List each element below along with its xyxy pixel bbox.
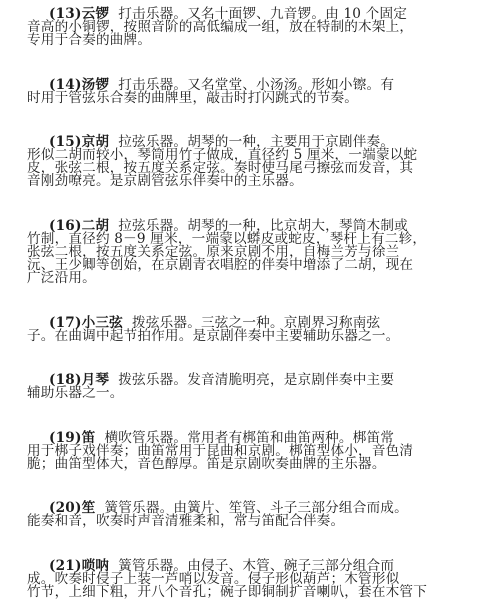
entry-17-term: 小三弦 [81,315,123,331]
entry-21-line-2: 成。吹奏时侵子上装一芦哨以发音。侵子形似葫芦；木管形似 [27,571,400,587]
entry-18-line-2: 辅助乐器之一。 [27,385,124,401]
entry-16-line-3: 张弦二根，按五度关系定弦。原来京剧不用，自梅兰芳与徐兰 [27,244,400,260]
entry-14-number: (14) [49,77,82,93]
entry-18-term: 月琴 [81,372,110,388]
entry-16-number: (16) [49,218,82,234]
entry-15-line-3: 皮，张弦二根，按五度关系定弦。奏时使马尾弓擦弦而发音，其 [27,160,414,176]
entry-18-number: (18) [49,372,82,388]
entry-17-line-2: 子。在曲调中起节拍作用。是京剧伴奏中主要辅助乐器之一。 [27,328,400,344]
entry-18-text-1: 拨弦乐器。发音清脆明亮，是京剧伴奏中主要 [118,372,395,388]
entry-14-text-1: 打击乐器。又名堂堂、小汤汤。形如小镲。有 [118,77,395,93]
entry-13-line-3: 专用于合奏的曲牌。 [27,32,152,48]
entry-15-term: 京胡 [81,134,110,150]
entry-15-line-4: 音刚劲嘹亮。是京剧管弦乐伴奏中的主乐器。 [27,173,303,189]
entry-15-text-1: 拉弦乐器。胡琴的一种，主要用于京剧伴奏。 [118,134,395,150]
entry-13-line-2: 音高的小铜锣，按照音阶的高低编成一组，放在特制的木架上， [27,19,414,35]
entry-15-line-2: 形似二胡而较小，琴筒用竹子做成，直径约 5 厘米，一端蒙以蛇 [27,147,418,163]
entry-16-term: 二胡 [81,218,110,234]
entry-16-line-2: 竹制，直径约 8－9 厘米，一端蒙以蟒皮或蛇皮，琴杆上有二轸， [27,231,427,247]
entry-20-term: 笙 [81,500,96,516]
entry-21-text-1: 簧管乐器。由侵子、木管、碗子三部分组合而 [118,558,395,574]
entry-14-line-2: 时用于管弦乐合奏的曲牌里，敲击时打闪跳式的节奏。 [27,90,359,106]
entry-21-number: (21) [49,558,82,574]
entry-19-line-2: 用于梆子戏伴奏；曲笛常用于昆曲和京剧。梆笛型体小，音色清 [27,443,414,459]
entry-16-text-1: 拉弦乐器。胡琴的一种，比京胡大，琴筒木制或 [118,218,408,234]
entry-17-text-1: 拨弦乐器。三弦之一种。京剧界习称南弦 [132,315,381,331]
entry-13-number: (13) [49,6,82,22]
entry-17-number: (17) [49,315,82,331]
entry-21-line-3: 竹节，上细下粗，开八个音孔；碗子即铜制扩音喇叭，套在木管下 [27,584,428,600]
entry-15-number: (15) [49,134,82,150]
entry-13-text-1: 打击乐器。又名十面锣、九音锣。由 10 个固定 [118,6,408,22]
entry-19-text-1: 横吹管乐器。常用者有梆笛和曲笛两种。梆笛常 [104,430,395,446]
entry-13-term: 云锣 [81,6,110,22]
entry-20-text-1: 簧管乐器。由簧片、笙管、斗子三部分组合而成。 [104,500,408,516]
entry-19-number: (19) [49,430,82,446]
entry-14-term: 汤锣 [81,77,110,93]
entry-16-line-5: 广泛沿用。 [27,270,96,286]
entry-19-term: 笛 [81,430,96,446]
entry-21-term: 唢呐 [81,558,110,574]
entry-16-line-4: 沅、王少卿等创始，在京剧青衣唱腔的伴奏中增添了二胡，现在 [27,257,414,273]
entry-19-line-3: 脆；曲笛型体大，音色醇厚。笛是京剧吹奏曲牌的主乐器。 [27,456,386,472]
entry-20-line-2: 能奏和音，吹奏时声音清雅柔和，常与笛配合伴奏。 [27,513,345,529]
entry-20-number: (20) [49,500,82,516]
